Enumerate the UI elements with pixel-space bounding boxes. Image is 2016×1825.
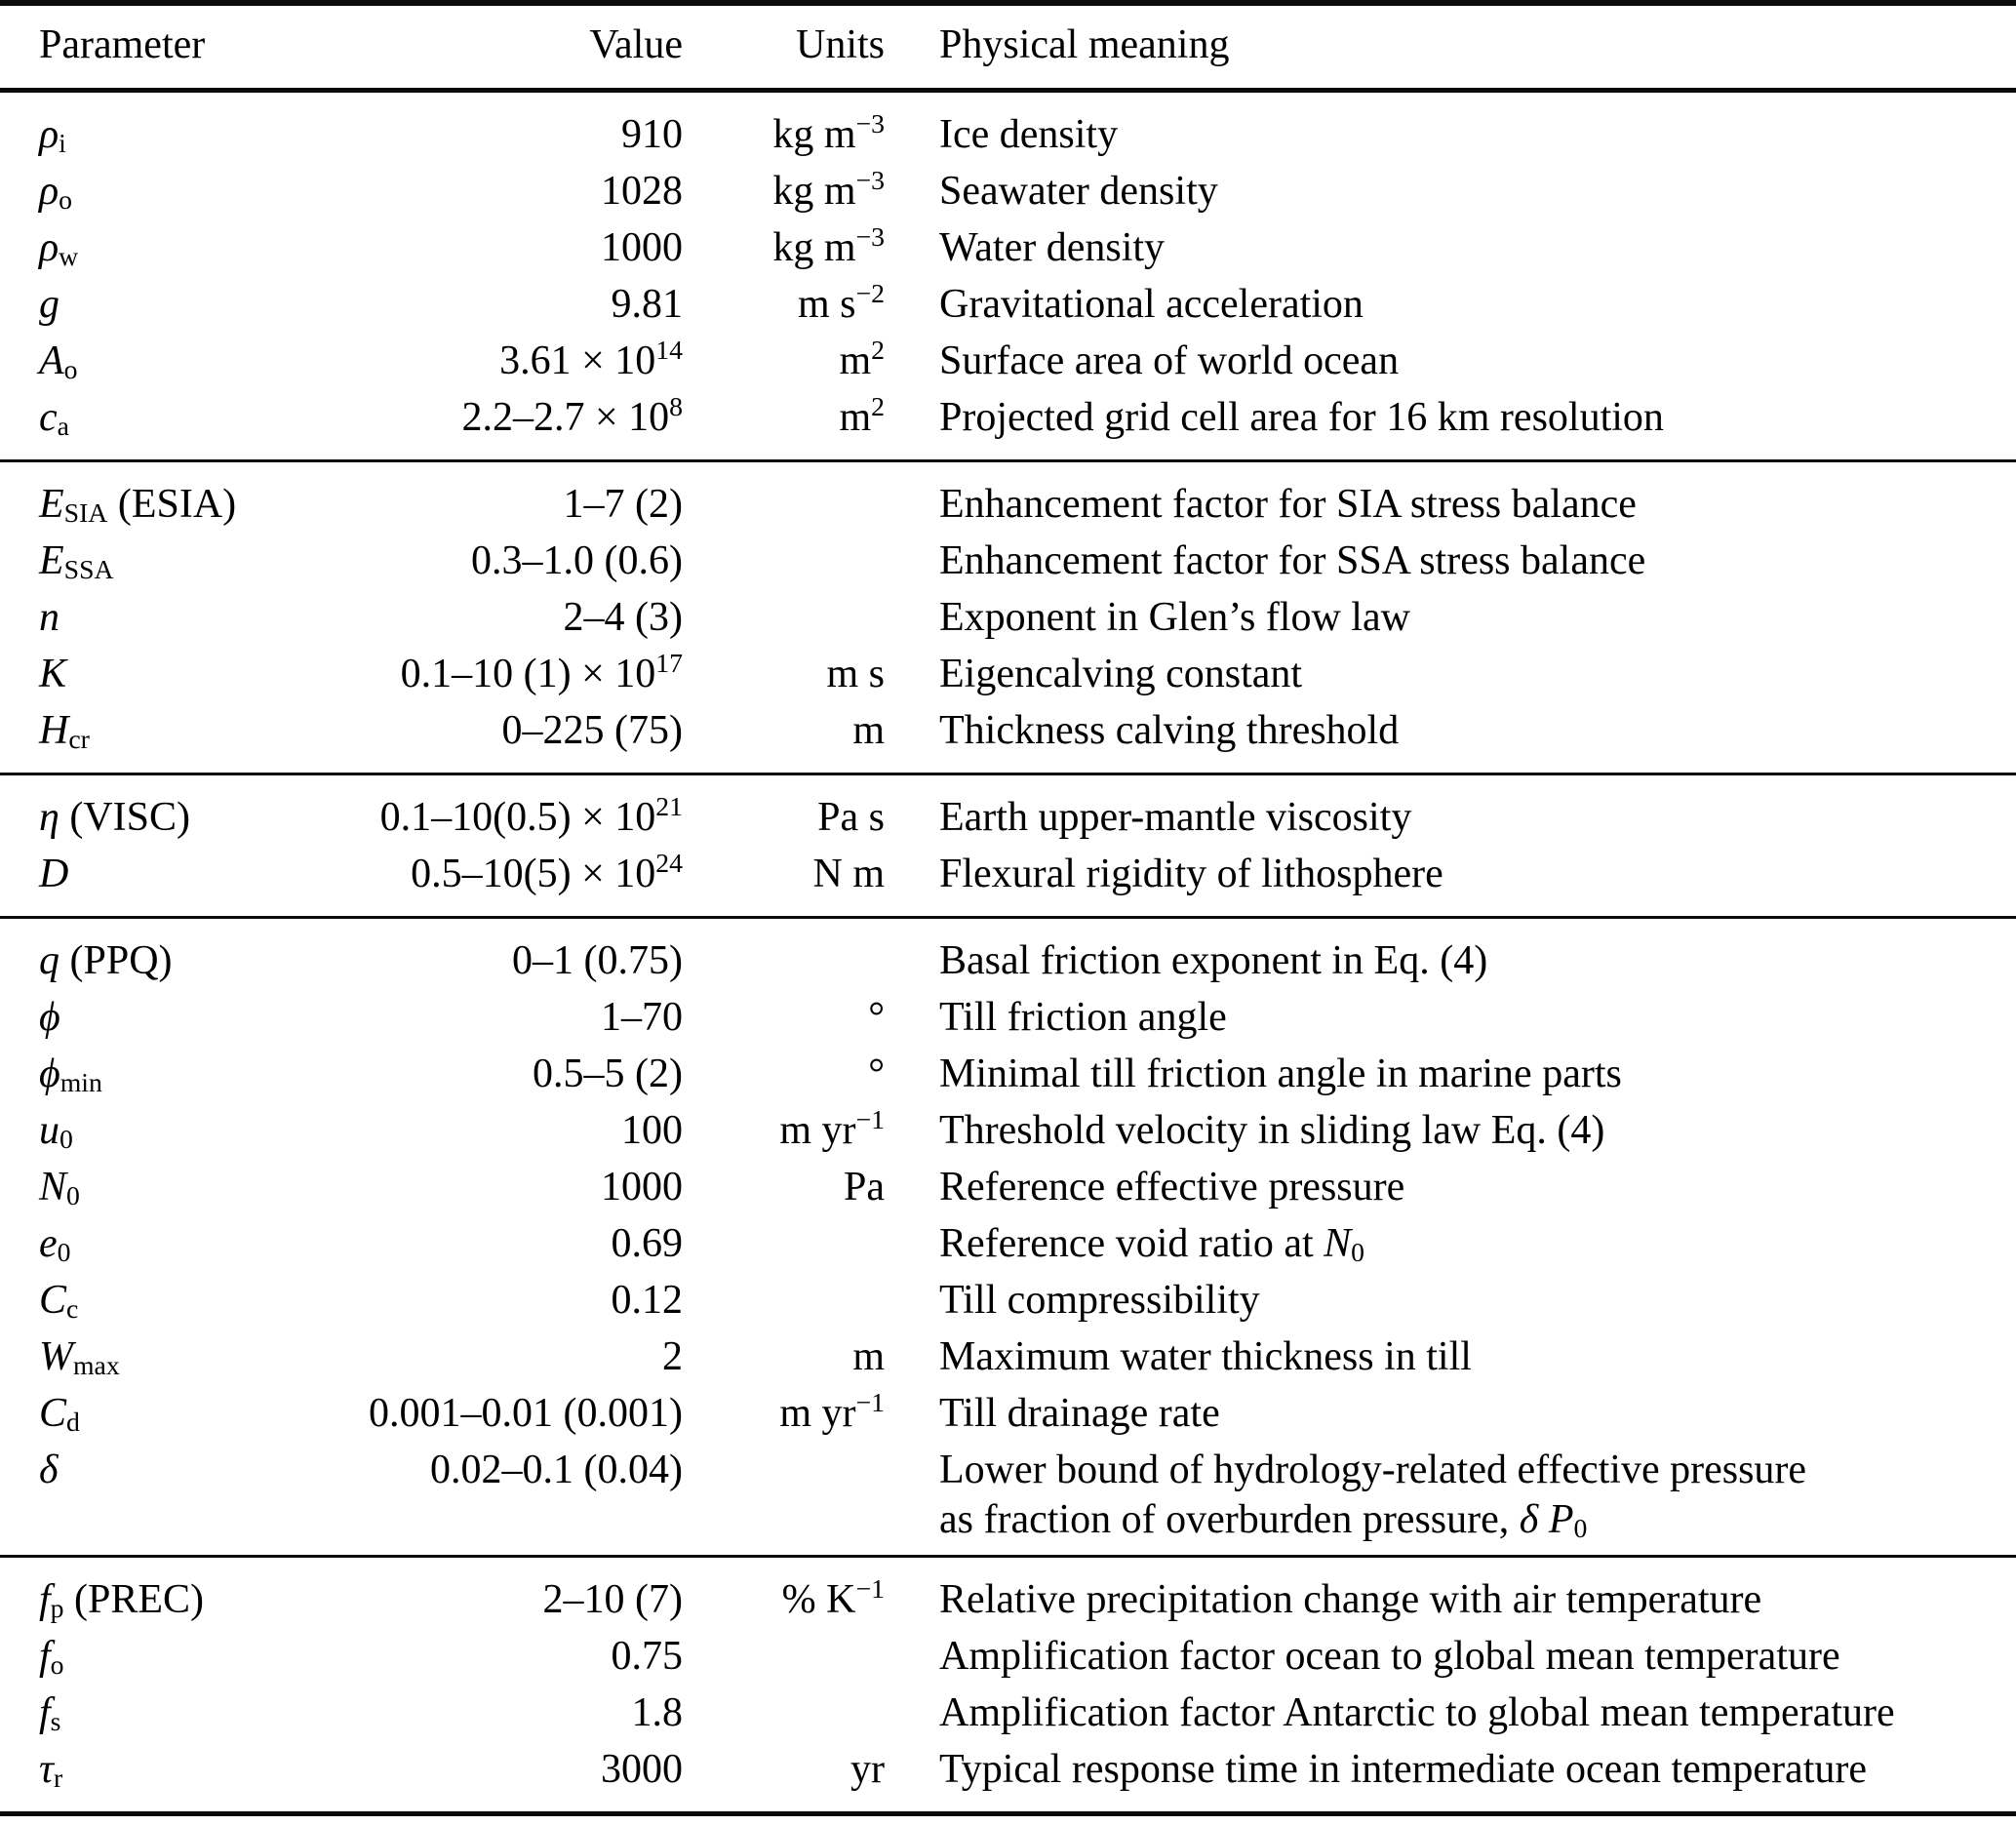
- value-cell: 9.81: [611, 282, 683, 327]
- value-cell: $2.2-2.7 \times 10^8$: [461, 390, 683, 440]
- value-cell: 0.02–0.1 (0.04): [430, 1448, 683, 1492]
- parameter-cell: D: [39, 852, 69, 896]
- parameter-cell: $f_s$: [39, 1690, 61, 1736]
- column-header-physical-meaning: Physical meaning: [939, 22, 1230, 67]
- parameter-cell: $N_0$: [39, 1165, 80, 1210]
- table-row: [0, 846, 2016, 902]
- table-row: [0, 1102, 2016, 1159]
- parameter-cell: $\rho_o$: [39, 169, 73, 215]
- parameter-cell: $e_0$: [39, 1221, 71, 1267]
- table-row: [0, 702, 2016, 759]
- meaning-cell: Earth upper-mantle viscosity: [939, 795, 1412, 840]
- table-row: [0, 789, 2016, 846]
- meaning-cell: Thickness calving threshold: [939, 708, 1400, 753]
- table-row: [0, 106, 2016, 163]
- meaning-cell: Amplification factor ocean to global mean temperature: [939, 1634, 1840, 1679]
- meaning-cell: Enhancement factor for SIA stress balance: [939, 482, 1637, 527]
- units-cell: yr: [850, 1747, 885, 1792]
- table-row: [0, 389, 2016, 446]
- parameter-cell: q (PPQ): [39, 938, 173, 983]
- meaning-cell: Gravitational acceleration: [939, 282, 1364, 327]
- value-cell: 2–4 (3): [563, 595, 683, 640]
- table-row: [0, 1628, 2016, 1685]
- parameter-cell: $W_{max}$: [39, 1334, 120, 1380]
- units-cell: m $yr^{-1}$: [779, 1103, 885, 1153]
- table-row: [0, 1215, 2016, 1272]
- table-row: [0, 276, 2016, 333]
- meaning-cell: Till drainage rate: [939, 1391, 1220, 1436]
- column-header-value: Value: [589, 22, 683, 67]
- table-row: [0, 1385, 2016, 1442]
- value-cell: 0–225 (75): [501, 708, 683, 753]
- value-cell: $0.1-10(0.5) \times 10^{21}$: [379, 790, 683, 840]
- units-cell: m: [852, 708, 885, 753]
- table-row: [0, 1046, 2016, 1102]
- value-cell: 1000: [601, 225, 683, 270]
- units-cell: m $s^{-2}$: [797, 277, 885, 327]
- value-cell: 910: [621, 112, 683, 157]
- meaning-cell: Reference void ratio at $N_0$: [939, 1221, 1365, 1267]
- meaning-cell: Lower bound of hydrology-related effective pressure: [939, 1448, 1807, 1492]
- meaning-cell: Maximum water thickness in till: [939, 1334, 1472, 1379]
- column-header-units: Units: [795, 22, 885, 67]
- table-row: [0, 1442, 2016, 1498]
- units-cell: $m^2$: [839, 390, 885, 440]
- value-cell: $3.61 \times 10^{14}$: [499, 334, 683, 383]
- meaning-cell: Eigencalving constant: [939, 652, 1303, 696]
- units-cell: N m: [812, 852, 885, 896]
- meaning-cell: Threshold velocity in sliding law Eq. (4): [939, 1108, 1605, 1153]
- value-cell: 0–1 (0.75): [512, 938, 683, 983]
- value-cell: 2–10 (7): [542, 1577, 683, 1622]
- units-cell: Pa: [844, 1165, 885, 1210]
- table-row: [0, 1685, 2016, 1741]
- meaning-cell: Flexural rigidity of lithosphere: [939, 852, 1443, 896]
- value-cell: 100: [621, 1108, 683, 1153]
- value-cell: 1028: [601, 169, 683, 214]
- meaning-cell: as fraction of overburden pressure, δ $P_0$: [939, 1497, 1588, 1543]
- table-row: [0, 1498, 2016, 1541]
- table-section: [0, 1555, 2016, 1811]
- meaning-cell: Amplification factor Antarctic to global mean temperature: [939, 1690, 1895, 1735]
- table-section: [0, 459, 2016, 773]
- value-cell: 0.5–5 (2): [533, 1051, 683, 1096]
- parameter-cell: $E_{SIA}$ (ESIA): [39, 482, 237, 528]
- meaning-cell: Seawater density: [939, 169, 1218, 214]
- meaning-cell: Projected grid cell area for 16 km resolution: [939, 395, 1664, 440]
- value-cell: 2: [662, 1334, 683, 1379]
- value-cell: 0.69: [611, 1221, 683, 1266]
- parameter-cell: $\rho_i$: [39, 112, 66, 158]
- parameter-cell: $H_{cr}$: [39, 708, 90, 754]
- parameter-cell: $u_0$: [39, 1108, 73, 1154]
- table-row: [0, 989, 2016, 1046]
- table-header-row: [0, 6, 2016, 88]
- meaning-cell: Minimal till friction angle in marine parts: [939, 1051, 1622, 1096]
- table-row: [0, 163, 2016, 219]
- parameter-table-body: [0, 93, 2016, 1811]
- parameter-cell: g: [39, 282, 59, 327]
- table-row: [0, 1329, 2016, 1385]
- value-cell: 0.1–10 $(1) \times 10^{17}$: [400, 647, 683, 696]
- units-cell: Pa s: [817, 795, 885, 840]
- parameter-cell: $\tau_r$: [39, 1747, 63, 1793]
- parameter-cell: $A_o$: [39, 338, 78, 384]
- meaning-cell: Relative precipitation change with air temperature: [939, 1577, 1762, 1622]
- parameter-cell: ϕ: [39, 995, 60, 1040]
- meaning-cell: Surface area of world ocean: [939, 338, 1400, 383]
- value-cell: 0.12: [611, 1278, 683, 1323]
- value-cell: 1000: [601, 1165, 683, 1210]
- parameter-cell: $E_{SSA}$: [39, 538, 114, 584]
- meaning-cell: Till friction angle: [939, 995, 1227, 1040]
- value-cell: 1–7 (2): [563, 482, 683, 527]
- value-cell: 3000: [601, 1747, 683, 1792]
- value-cell: 1.8: [631, 1690, 683, 1735]
- parameter-cell: n: [39, 595, 59, 640]
- table-bottom-rule: [0, 1811, 2016, 1816]
- units-cell: kg $m^{-3}$: [772, 164, 885, 214]
- value-cell: 0.001–0.01 (0.001): [369, 1391, 683, 1436]
- table-row: [0, 589, 2016, 646]
- meaning-cell: Ice density: [939, 112, 1119, 157]
- meaning-cell: Reference effective pressure: [939, 1165, 1405, 1210]
- table-section: [0, 773, 2016, 916]
- value-cell: 1–70: [601, 995, 683, 1040]
- meaning-cell: Exponent in Glen’s flow law: [939, 595, 1410, 640]
- meaning-cell: Till compressibility: [939, 1278, 1260, 1323]
- parameter-cell: $f_o$: [39, 1634, 64, 1680]
- column-header-parameter: Parameter: [39, 22, 206, 67]
- units-cell: °: [868, 995, 885, 1040]
- value-cell: 0.3–1.0 (0.6): [471, 538, 683, 583]
- meaning-cell: Water density: [939, 225, 1166, 270]
- units-cell: m: [852, 1334, 885, 1379]
- parameter-cell: $C_c$: [39, 1278, 79, 1324]
- table-row: [0, 533, 2016, 589]
- parameter-cell: $\phi_{min}$: [39, 1051, 102, 1097]
- units-cell: m s: [826, 652, 885, 696]
- meaning-cell: Basal friction exponent in Eq. (4): [939, 938, 1488, 983]
- units-cell: °: [868, 1051, 885, 1096]
- table-row: [0, 1159, 2016, 1215]
- parameter-cell: η (VISC): [39, 795, 191, 840]
- table-row: [0, 1571, 2016, 1628]
- parameter-cell: $\rho_w$: [39, 225, 79, 271]
- table-row: [0, 333, 2016, 389]
- units-cell: kg $m^{-3}$: [772, 107, 885, 157]
- meaning-cell: Typical response time in intermediate ocean temperature: [939, 1747, 1867, 1792]
- units-cell: % $K^{-1}$: [781, 1572, 885, 1622]
- units-cell: m $yr^{-1}$: [779, 1386, 885, 1436]
- meaning-cell: Enhancement factor for SSA stress balance: [939, 538, 1646, 583]
- parameter-cell: $c_a$: [39, 395, 69, 441]
- parameter-cell: $C_d$: [39, 1391, 80, 1437]
- table-section: [0, 916, 2016, 1555]
- table-row: [0, 1272, 2016, 1329]
- value-cell: $0.5-10(5) \times 10^{24}$: [411, 847, 683, 896]
- table-row: [0, 476, 2016, 533]
- units-cell: $m^2$: [839, 334, 885, 383]
- parameter-cell: $f_p$ (PREC): [39, 1577, 205, 1623]
- table-row: [0, 219, 2016, 276]
- table-section: [0, 93, 2016, 459]
- table-row: [0, 646, 2016, 702]
- parameter-cell: δ: [39, 1448, 59, 1492]
- value-cell: 0.75: [611, 1634, 683, 1679]
- table-row: [0, 1741, 2016, 1798]
- table-row: [0, 932, 2016, 989]
- parameter-cell: K: [39, 652, 67, 696]
- units-cell: kg $m^{-3}$: [772, 220, 885, 270]
